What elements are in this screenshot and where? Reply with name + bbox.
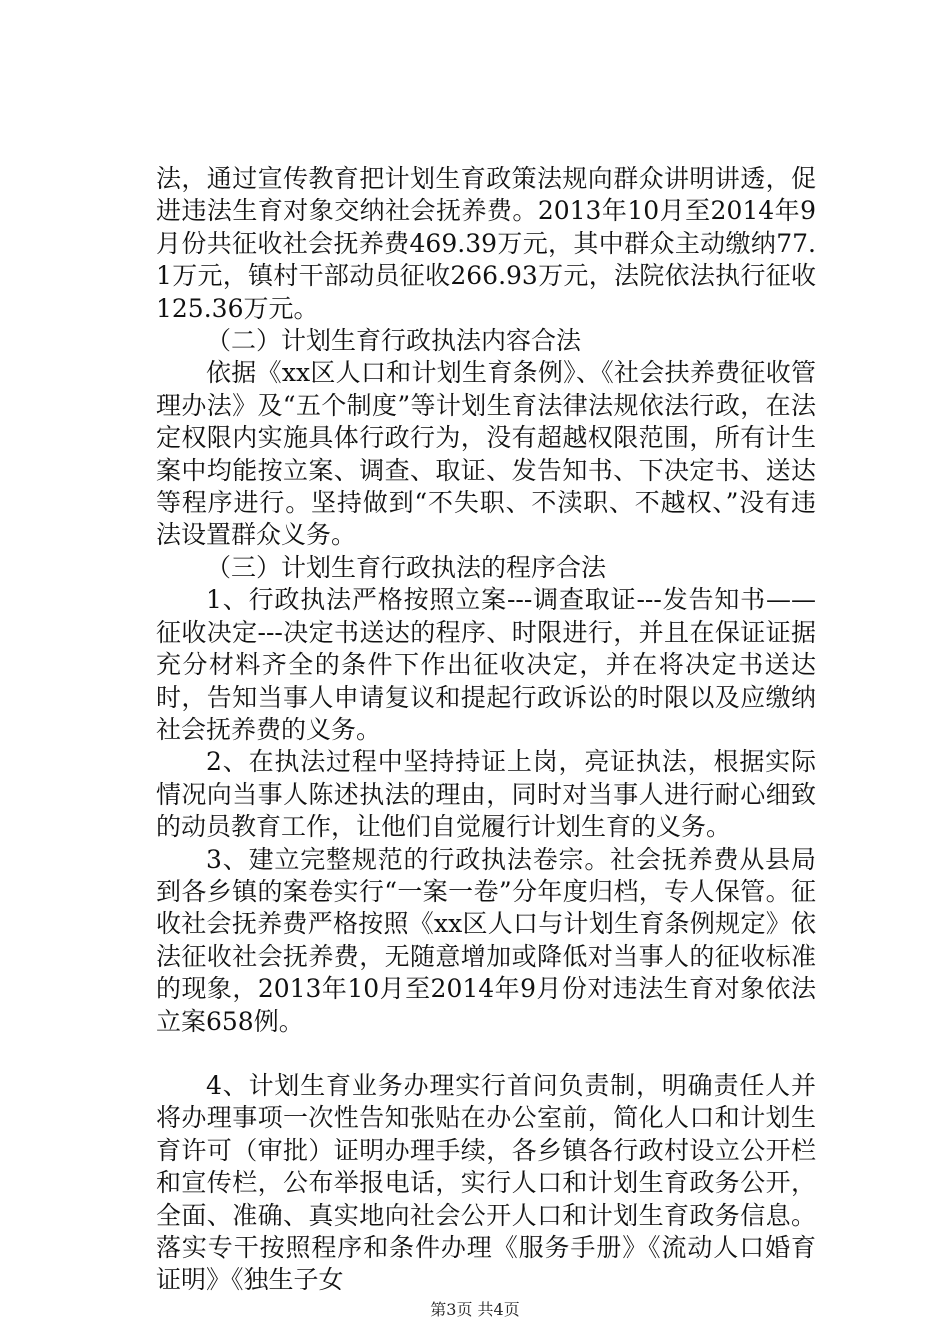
- paragraph-gap: [156, 1038, 816, 1070]
- paragraph-2: 依据《xx区人口和计划生育条例》、《社会扶养费征收管理办法》及“五个制度”等计划生育法律法规依法行政，在法定权限内实施具体行政行为，没有超越权限范围，所有计生案中均能按立案、调查、取证、发告知书、下决定书、送达等程序进行。坚持做到“不失职、不渎职、不越权、”没有违法设置群众义务。: [156, 358, 816, 550]
- page-footer: 第3页 共4页: [430, 1300, 520, 1319]
- paragraph-item-4: 4、计划生育业务办理实行首问负责制，明确责任人并将办理事项一次性告知张贴在办公室前，简化人口和计划生育许可（审批）证明办理手续，各乡镇各行政村设立公开栏和宣传栏，公布举报电话，实行人口和计划生育政务公开，全面、准确、真实地向社会公开人口和计划生育政务信息。落实专干按照程序和条件办理《服务手册》《流动人口婚育证明》《独生子女: [156, 1070, 816, 1295]
- document-body: [156, 163, 816, 1297]
- paragraph-item-1: 1、行政执法严格按照立案---调查取证---发告知书——征收决定---决定书送达的程序、时限进行，并且在保证证据充分材料齐全的条件下作出征收决定，并在将决定书送达时，告知当事人申请复议和提起行政诉讼的时限以及应缴纳社会抚养费的义务。: [156, 585, 816, 744]
- section-heading-3: （三）计划生育行政执法的程序合法: [206, 552, 607, 582]
- paragraph-item-2: 2、在执法过程中坚持持证上岗，亮证执法，根据实际情况向当事人陈述执法的理由，同时对当事人进行耐心细致的动员教育工作，让他们自觉履行计划生育的义务。: [156, 747, 816, 842]
- section-heading-2: （二）计划生育行政执法内容合法: [206, 326, 582, 356]
- paragraph-item-3: 3、建立完整规范的行政执法卷宗。社会抚养费从县局到各乡镇的案卷实行“一案一卷”分年度归档，专人保管。征收社会抚养费严格按照《xx区人口与计划生育条例规定》依法征收社会抚养费，无随意增加或降低对当事人的征收标准的现象，2013年10月至2014年9月份对违法生育对象依法立案658例。: [156, 844, 816, 1036]
- paragraph-1: 法，通过宣传教育把计划生育政策法规向群众讲明讲透，促进违法生育对象交纳社会抚养费。2013年10月至2014年9月份共征收社会抚养费469.39万元，其中群众主动缴纳77.1万元，镇村干部动员征收266.93万元，法院依法执行征收125.36万元。: [156, 164, 816, 323]
